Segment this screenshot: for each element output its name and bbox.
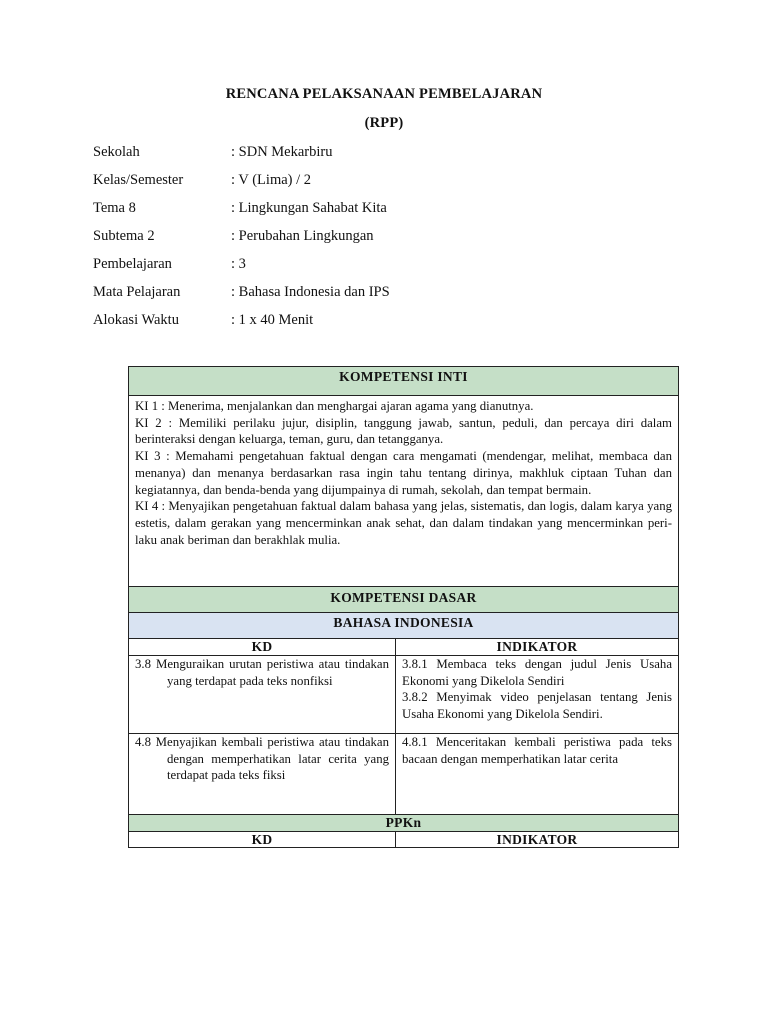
column-header-kd: KD — [129, 639, 396, 656]
ki-item: KI 1 : Menerima, menjalankan dan menghargai ajaran agama yang dianutnya. — [135, 399, 534, 413]
indicator-cell — [396, 734, 679, 815]
ki-item: KI 2 : Memiliki perilaku jujur, disiplin, tanggung jawab, santun, peduli, dan percaya diri dalam berinteraksi dengan keluarga, teman, guru, dan tetangganya. — [135, 415, 672, 447]
subject-row-ppkn — [129, 815, 679, 832]
info-value: : Perubahan Lingkungan — [231, 228, 374, 244]
info-value: : Bahasa Indonesia dan IPS — [231, 284, 390, 300]
identity-section — [93, 141, 390, 337]
info-row-tema — [93, 197, 390, 225]
info-row-pembelajaran — [93, 253, 390, 281]
kd-cell — [129, 656, 396, 734]
info-value: : SDN Mekarbiru — [231, 144, 333, 160]
table-row — [129, 656, 679, 734]
indicator-text: 4.8.1 Menceritakan kembali peristiwa pada teks bacaan dengan memperhatikan latar cerita — [402, 735, 672, 766]
kd-text: 3.8 Menguraikan urutan peristiwa atau tindakan yang terdapat pada teks nonfiksi — [135, 657, 389, 688]
competency-table — [128, 366, 679, 848]
indicator-text: 3.8.1 Membaca teks dengan judul Jenis Usaha Ekonomi yang Dikelola Sendiri — [402, 657, 672, 688]
table-row — [129, 734, 679, 815]
indicator-cell — [396, 656, 679, 734]
kd-heading-row — [129, 587, 679, 613]
ki-content-row — [129, 396, 679, 587]
ki-item: KI 3 : Memahami pengetahuan faktual dengan cara mengamati (mendengar, melihat, membaca dan menanya) dan menanya berdasarkan rasa ingin tahu tentang dirinya, makhluk ciptaan Tuhan dan kegiatannya, dan benda-benda yang dijumpainya di rumah, sekolah, dan tempat bermain. — [135, 449, 672, 497]
document-title: RENCANA PELAKSANAAN PEMBELAJARAN — [225, 86, 543, 102]
column-header-row — [129, 639, 679, 656]
column-header-kd: KD — [129, 832, 396, 848]
kd-cell — [129, 734, 396, 815]
kd-heading: KOMPETENSI DASAR — [129, 587, 679, 613]
info-label: Pembelajaran — [93, 256, 172, 272]
info-row-subtema — [93, 225, 390, 253]
subject-heading: PPKn — [129, 815, 679, 832]
info-label: Tema 8 — [93, 200, 136, 216]
info-label: Sekolah — [93, 144, 140, 160]
info-label: Mata Pelajaran — [93, 284, 181, 300]
indicator-text: 3.8.2 Menyimak video penjelasan tentang Jenis Usaha Ekonomi yang Dikelola Sendiri. — [402, 690, 672, 722]
info-value: : Lingkungan Sahabat Kita — [231, 200, 387, 216]
info-row-alokasi-waktu — [93, 309, 390, 337]
subject-row-bahasa — [129, 613, 679, 639]
info-row-sekolah — [93, 141, 390, 169]
info-row-mata-pelajaran — [93, 281, 390, 309]
ki-content — [129, 396, 679, 587]
column-header-indikator: INDIKATOR — [396, 639, 679, 656]
document-subtitle: (RPP) — [364, 115, 404, 131]
ki-item: KI 4 : Menyajikan pengetahuan faktual dalam bahasa yang jelas, sistematis, dan logis, dalam karya yang estetis, dalam gerakan yang mencerminkan anak sehat, dan dalam tindakan yang mencerminkan peri-laku anak beriman dan berakhlak mulia. — [135, 499, 672, 547]
info-label: Subtema 2 — [93, 228, 155, 244]
info-value: : V (Lima) / 2 — [231, 172, 312, 188]
info-value: : 3 — [231, 256, 246, 272]
info-row-kelas — [93, 169, 390, 197]
column-header-row — [129, 832, 679, 848]
column-header-indikator: INDIKATOR — [396, 832, 679, 848]
kd-text: 4.8 Menyajikan kembali peristiwa atau tindakan dengan memperhatikan latar cerita yang terdapat pada teks fiksi — [135, 735, 389, 783]
ki-heading: KOMPETENSI INTI — [129, 367, 679, 396]
info-label: Kelas/Semester — [93, 172, 184, 188]
info-value: : 1 x 40 Menit — [231, 312, 314, 328]
subject-heading: BAHASA INDONESIA — [129, 613, 679, 639]
info-label: Alokasi Waktu — [93, 312, 179, 328]
ki-heading-row — [129, 367, 679, 396]
